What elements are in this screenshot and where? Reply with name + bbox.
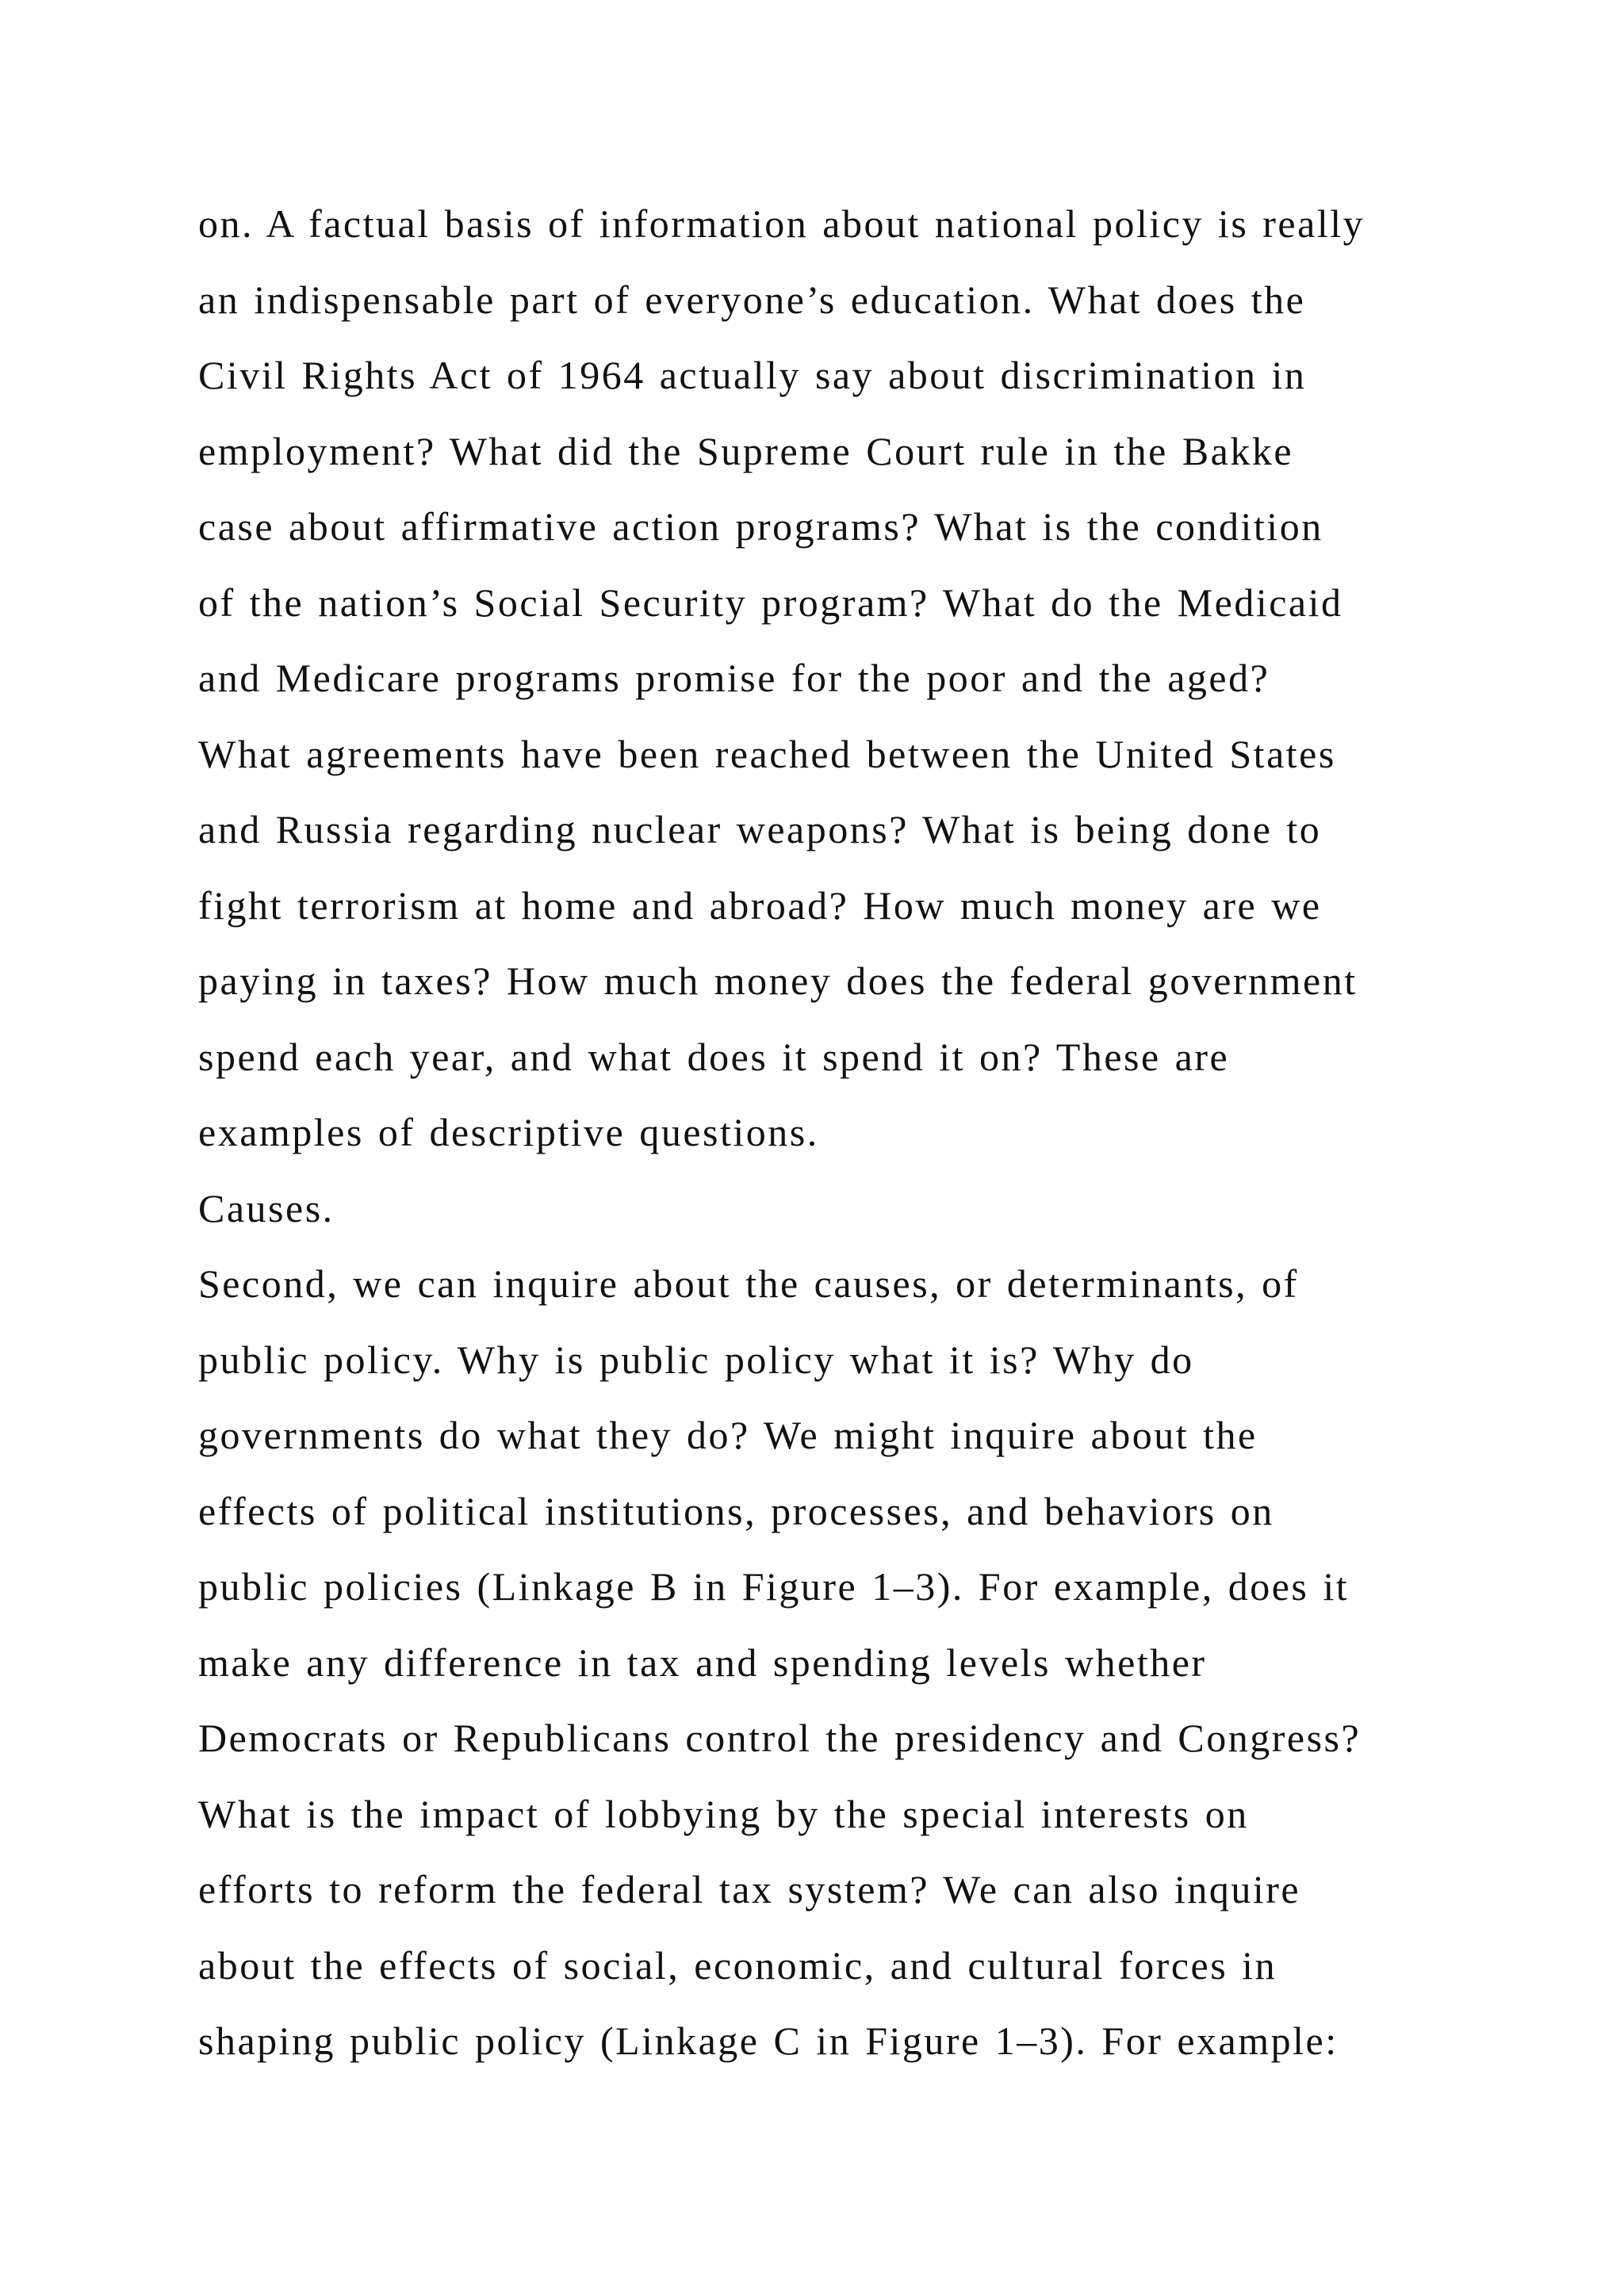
text-line: on. A factual basis of information about national policy is really (198, 201, 1365, 246)
text-line: What agreements have been reached between the United States (198, 731, 1336, 776)
text-line: shaping public policy (Linkage C in Figure 1–3). For example: (198, 2019, 1339, 2063)
text-line: fight terrorism at home and abroad? How much money are we (198, 882, 1322, 928)
text-line: Democrats or Republicans control the presidency and Congress? (198, 1716, 1362, 1760)
text-line: examples of descriptive questions. (198, 1110, 819, 1154)
text-line: effects of political institutions, processes, and behaviors on (198, 1488, 1274, 1533)
text-line: of the nation’s Social Security program? What do the Medicaid (198, 580, 1343, 625)
text-line: make any difference in tax and spending levels whether (198, 1640, 1207, 1685)
text-line: employment? What did the Supreme Court rule in the Bakke (198, 428, 1294, 473)
text-line: spend each year, and what does it spend it on? These are (198, 1034, 1230, 1079)
body-text (198, 186, 1546, 2080)
text-line: paying in taxes? How much money does the federal government (198, 959, 1358, 1003)
text-line: public policy. Why is public policy what it is? Why do (198, 1337, 1194, 1382)
text-line: an indispensable part of everyone’s education. What does the (198, 277, 1306, 322)
text-line: Second, we can inquire about the causes, or determinants, of (198, 1261, 1299, 1306)
text-line: about the effects of social, economic, and cultural forces in (198, 1942, 1277, 1988)
text-line: and Medicare programs promise for the poor and the aged? (198, 656, 1270, 700)
text-line: governments do what they do? We might inquire about the (198, 1413, 1258, 1457)
text-line: What is the impact of lobbying by the special interests on (198, 1791, 1249, 1836)
text-line: case about affirmative action programs? What is the condition (198, 504, 1323, 549)
section-heading-causes: Causes. (198, 1185, 335, 1230)
text-line: efforts to reform the federal tax system? We can also inquire (198, 1867, 1301, 1911)
text-line: Civil Rights Act of 1964 actually say about discrimination in (198, 353, 1307, 397)
text-line: and Russia regarding nuclear weapons? What is being done to (198, 807, 1322, 851)
text-line: public policies (Linkage B in Figure 1–3). For example, does it (198, 1564, 1350, 1609)
